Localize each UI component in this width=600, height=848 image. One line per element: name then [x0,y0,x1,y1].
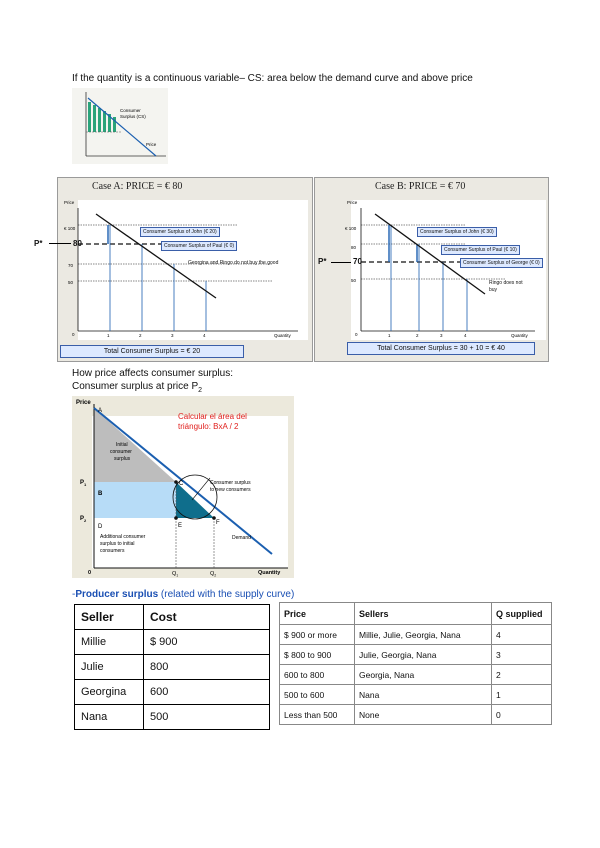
cs-new-label2: to new consumers [210,487,251,493]
case-b-price: 70 [353,257,362,266]
case-b-total: Total Consumer Surplus = 30 + 10 = € 40 [347,342,535,355]
cs-label-b: B [98,491,103,497]
cs-label-p2: $P_2$ [80,516,87,523]
case-b-note2: buy [489,287,498,293]
thumbnail-svg [72,88,168,164]
section2-line2-sub: 2 [198,387,203,394]
cs-svg [72,396,294,578]
case-a-john-box: Consumer Surplus of John (€ 20) [140,227,220,237]
case-a-qtick-2: 2 [139,333,142,338]
case-b-y-label: Price [347,200,358,205]
case-a-tick-50: 50 [68,280,74,285]
cs-label-a: A [98,408,103,414]
cs-label-p1: $P_1$ [80,480,87,487]
case-a-tick-0: 0 [72,332,75,337]
case-a-note: Georgina and Ringo do not buy the good [188,260,279,266]
thumb-label2: Surplus (CS) [120,114,146,119]
case-b-qtick-2: 2 [416,333,419,338]
producer-rest: (related with the supply curve) [158,589,295,600]
case-b-tick-50: 50 [351,278,357,283]
cs-add-label3: consumers [100,548,125,554]
table-row: 600 to 800 Georgia, Nana 2 [280,665,552,685]
cs-new-label1: Consumer surplus [210,480,251,486]
table2-header-sellers: Sellers [355,603,492,625]
producer-dash: - [72,589,76,600]
section2-line1: How price affects consumer surplus: [72,368,233,379]
cs-price-change-figure [72,396,294,578]
case-b-pstar-line [331,262,351,263]
case-a-pstar-line [49,243,71,244]
case-a-qtick-3: 3 [171,333,174,338]
cs-label-q2: $Q_2$ [210,571,217,578]
table-row: Nana 500 [75,705,270,730]
case-a-qtick-4: 4 [203,333,206,338]
cs-red-note2: triángulo: BxA / 2 [178,422,239,431]
cs-label-zero: 0 [88,570,92,576]
cs-label-d: D [98,524,103,530]
case-b-qtick-1: 1 [388,333,391,338]
case-b-paul-box: Consumer Surplus of Paul (€ 10) [441,245,520,255]
price-sellers-table [279,602,552,725]
case-b-x-label: Quantity [511,333,528,338]
case-a-price: 80 [73,239,82,248]
thumbnail-demand-chart [72,88,168,164]
table-row: $ 900 or more Millie, Julie, Georgia, Nana 4 [280,625,552,645]
case-b-note1: Ringo does not [489,280,523,286]
case-b-tick-100: € 100 [345,226,357,231]
case-a-y-label: Price [64,200,75,205]
cs-add-label2: surplus to initial [100,541,135,547]
case-b-panel [314,177,549,362]
case-b-george-box: Consumer Surplus of George (€ 0) [460,258,543,268]
table-row: Julie 800 [75,655,270,680]
cs-initial-label3: surplus [114,456,131,462]
cs-initial-label2: consumer [110,449,132,455]
cs-y-label: Price [76,400,91,406]
case-a-svg [58,178,312,361]
table-header-row [280,603,552,625]
thumb-label1: Consumer [120,108,141,113]
table2-header-qsupplied: Q supplied [492,603,552,625]
case-a-pstar: P* [34,239,43,248]
case-b-pstar: P* [318,257,327,266]
thumb-surplus-bars [88,102,116,132]
case-b-qtick-4: 4 [464,333,467,338]
cs-demand-label: Demand [232,535,251,541]
cs-red-note1: Calcular el área del [178,412,247,421]
case-a-tick-70: 70 [68,263,74,268]
case-a-tick-100: € 100 [64,226,76,231]
cs-label-e: E [178,523,183,529]
cs-x-label: Quantity [258,570,281,576]
cs-add-label1: Additional consumer [100,534,146,540]
cs-point-c [174,480,178,484]
producer-heading [72,589,294,600]
cs-label-q1: $Q_1$ [172,571,179,578]
case-a-x-label: Quantity [274,333,291,338]
case-b-svg [315,178,548,361]
cs-label-f: F [216,520,220,526]
cs-additional-surplus [94,482,176,518]
table-row: 500 to 600 Nana 1 [280,685,552,705]
case-b-title: Case B: PRICE = € 70 [375,181,466,192]
cs-label-c: C [179,481,184,487]
table-row: Less than 500 None 0 [280,705,552,725]
section2-line2-text: Consumer surplus at price P [72,381,199,392]
cs-initial-label1: Initial [116,442,128,448]
cs-point-e [174,516,178,520]
thumb-label3: Price [146,142,157,147]
table1-header-seller: Seller [75,605,144,630]
case-a-title: Case A: PRICE = € 80 [92,181,183,192]
table2-header-price: Price [280,603,355,625]
case-a-paul-box: Consumer Surplus of Paul (€ 0) [161,241,237,251]
case-a-qtick-1: 1 [107,333,110,338]
section2-line2 [72,381,202,394]
case-b-qtick-3: 3 [440,333,443,338]
table-header-row [75,605,270,630]
producer-bold: Producer surplus [75,589,159,600]
table-row: $ 800 to 900 Julie, Georgia, Nana 3 [280,645,552,665]
case-b-john-box: Consumer Surplus of John (€ 30) [417,227,497,237]
seller-cost-table [74,604,270,730]
table1-header-cost: Cost [144,605,270,630]
case-b-tick-0: 0 [355,332,358,337]
case-a-total: Total Consumer Surplus = € 20 [60,345,244,358]
case-a-panel [57,177,313,362]
case-b-tick-80: 80 [351,245,357,250]
table-row: Millie $ 900 [75,630,270,655]
intro-text: If the quantity is a continuous variable– CS: area below the demand curve and above price [72,73,473,84]
table-row: Georgina 600 [75,680,270,705]
